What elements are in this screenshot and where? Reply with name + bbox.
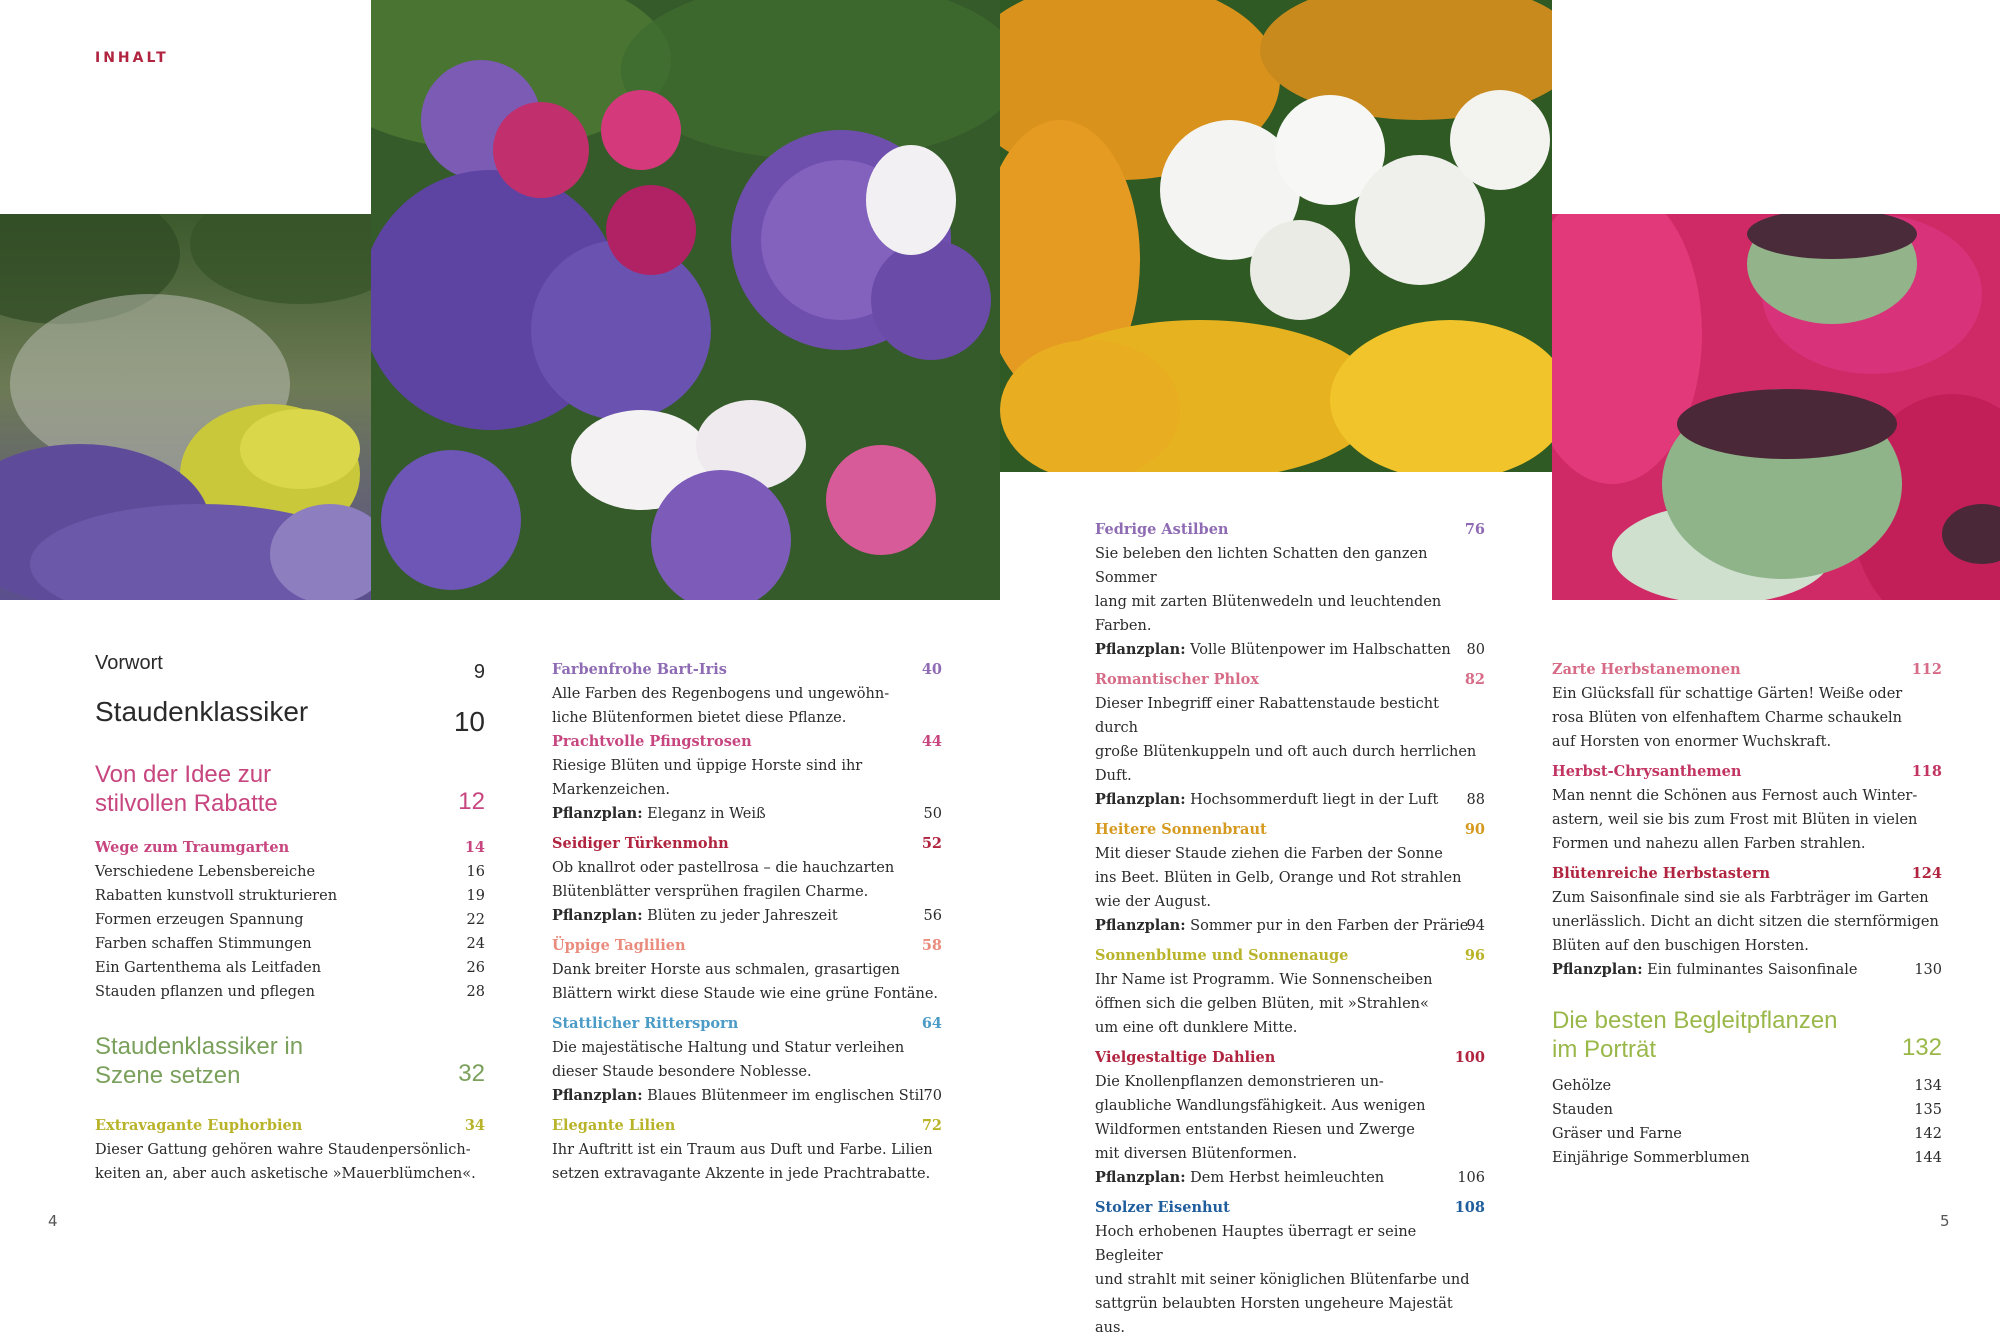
toc-section-begleitpflanzen[interactable] [1552, 1006, 1942, 1064]
toc-entry-dahlien[interactable] [1095, 1046, 1485, 1190]
gräser-und-lavendel-photo [0, 214, 371, 600]
subentry[interactable]: Formen erzeugen Spannung 22 [95, 912, 485, 928]
entry-description: Ihr Auftritt ist ein Traum aus Duft und Farbe. Lilien [552, 1142, 933, 1158]
entry-title: Üppige Taglilien 58 [552, 937, 942, 954]
entry-description: Blütenblätter versprühen fragilen Charme. [552, 884, 869, 900]
entry-title: Herbst-Chrysanthemen 118 [1552, 763, 1942, 780]
section-title-line1: Die besten Begleitpflanzen [1552, 1007, 1838, 1034]
entry-title: Romantischer Phlox 82 [1095, 671, 1485, 688]
toc-entry-wege[interactable] [95, 836, 485, 1004]
entry-title: Farbenfrohe Bart-Iris 40 [552, 661, 942, 678]
entry-description: lang mit zarten Blütenwedeln und leuchtenden Farben. [1095, 594, 1442, 634]
section-title-line2: im Porträt [1552, 1036, 1657, 1063]
entry-description: Die majestätische Haltung und Statur verleihen [552, 1040, 905, 1056]
pflanzplan-line[interactable]: Pflanzplan: Eleganz in Weiß 50 [552, 805, 942, 822]
toc-entry-taglilien[interactable] [552, 934, 942, 1006]
entry-description: Dieser Inbegriff einer Rabattenstaude besticht durch [1095, 696, 1439, 736]
entry-description: setzen extravagante Akzente in jede Prachtrabatte. [552, 1166, 931, 1182]
entry-description: und strahlt mit seiner königlichen Blütenfarbe und [1095, 1272, 1470, 1288]
toc-subentries-begleit [1552, 1074, 1942, 1170]
entry-description: keiten an, aber auch asketische »Mauerblümchen«. [95, 1166, 476, 1182]
section-page: 12 [458, 788, 485, 815]
toc-entry-eisenhut[interactable] [1095, 1196, 1485, 1340]
entry-description: dieser Staude besondere Noblesse. [552, 1064, 812, 1080]
mohnkapseln-photo [1552, 214, 2000, 600]
entry-description: Sie beleben den lichten Schatten den ganzen Sommer [1095, 546, 1428, 586]
toc-column-4 [1552, 658, 1942, 1170]
pflanzplan-line[interactable]: Pflanzplan: Ein fulminantes Saisonfinale 130 [1552, 961, 1942, 978]
entry-description: Ihr Name ist Programm. Wie Sonnenscheiben [1095, 972, 1433, 988]
toc-entry-tuerkenmohn[interactable] [552, 832, 942, 928]
entry-description: Mit dieser Staude ziehen die Farben der Sonne [1095, 846, 1443, 862]
toc-entry-herbstastern[interactable] [1552, 862, 1942, 982]
entry-description: Man nennt die Schönen aus Fernost auch Winter- [1552, 788, 1918, 804]
toc-entry-anemonen[interactable] [1552, 658, 1942, 754]
pflanzplan-line[interactable]: Pflanzplan: Blüten zu jeder Jahreszeit 56 [552, 907, 942, 924]
pflanzplan-line[interactable]: Pflanzplan: Volle Blütenpower im Halbschatten 80 [1095, 641, 1485, 658]
subentry[interactable]: Einjährige Sommerblumen 144 [1552, 1150, 1942, 1166]
toc-column-3 [1095, 518, 1485, 1340]
entry-description: Alle Farben des Regenbogens und ungewöhn- [552, 686, 890, 702]
subentry[interactable]: Ein Gartenthema als Leitfaden 26 [95, 960, 485, 976]
entry-title: Vielgestaltige Dahlien 100 [1095, 1049, 1485, 1066]
pflanzplan-line[interactable]: Pflanzplan: Blaues Blütenmeer im englischen Stil 70 [552, 1087, 942, 1104]
entry-title: Sonnenblume und Sonnenauge 96 [1095, 947, 1485, 964]
entry-description: Wildformen entstanden Riesen und Zwerge [1095, 1122, 1415, 1138]
toc-entry-phlox[interactable] [1095, 668, 1485, 812]
entry-description: öffnen sich die gelben Blüten, mit »Strahlen« [1095, 996, 1429, 1012]
toc-entry-iris[interactable] [552, 658, 942, 730]
entry-title: Wege zum Traumgarten 14 [95, 839, 485, 856]
toc-chapter-staudenklassiker[interactable] [95, 696, 485, 740]
toc-section-idee[interactable] [95, 760, 485, 818]
entry-description: astern, weil sie bis zum Frost mit Blüten in vielen [1552, 812, 1918, 828]
toc-entry-sonnenblume[interactable] [1095, 944, 1485, 1040]
entry-description: Blättern wirkt diese Staude wie eine grüne Fontäne. [552, 986, 939, 1002]
toc-entry-pfingstrosen[interactable] [552, 730, 942, 826]
entry-description: Zum Saisonfinale sind sie als Farbträger im Garten [1552, 890, 1929, 906]
entry-description: Blüten auf den buschigen Horsten. [1552, 938, 1809, 954]
toc-entry-vorwort[interactable] [95, 652, 485, 686]
entry-title: Elegante Lilien 72 [552, 1117, 942, 1134]
pflanzplan-line[interactable]: Pflanzplan: Dem Herbst heimleuchten 106 [1095, 1169, 1485, 1186]
subentry[interactable]: Verschiedene Lebensbereiche 16 [95, 864, 485, 880]
section-title-line1: Von der Idee zur [95, 761, 272, 788]
toc-column-2 [552, 658, 942, 1186]
section-label: INHALT [95, 50, 169, 66]
entry-description: Die Knollenpflanzen demonstrieren un- [1095, 1074, 1384, 1090]
dahlien-und-sonnenbraut-photo [1000, 0, 1552, 472]
entry-description: auf Horsten von enormer Wuchskraft. [1552, 734, 1832, 750]
subentry[interactable]: Gräser und Farne 142 [1552, 1126, 1942, 1142]
pflanzplan-line[interactable]: Pflanzplan: Hochsommerduft liegt in der Luft 88 [1095, 791, 1485, 808]
entry-description: Markenzeichen. [552, 782, 670, 798]
entry-description: Dank breiter Horste aus schmalen, grasartigen [552, 962, 900, 978]
entry-title: Fedrige Astilben 76 [1095, 521, 1485, 538]
subentry[interactable]: Stauden pflanzen und pflegen 28 [95, 984, 485, 1000]
pflanzplan-line[interactable]: Pflanzplan: Sommer pur in den Farben der Prärie 94 [1095, 917, 1485, 934]
toc-entry-lilien[interactable] [552, 1114, 942, 1186]
pfingstrosen-und-allium-photo [371, 0, 1000, 600]
page-number-left: 4 [48, 1212, 58, 1230]
page-number-right: 5 [1940, 1212, 1950, 1230]
toc-entry-chrysanthemen[interactable] [1552, 760, 1942, 856]
entry-title: Prachtvolle Pfingstrosen 44 [552, 733, 942, 750]
section-title-line2: stilvollen Rabatte [95, 790, 278, 817]
toc-column-1 [95, 652, 485, 1186]
subentry[interactable]: Farben schaffen Stimmungen 24 [95, 936, 485, 952]
subentry[interactable]: Stauden 135 [1552, 1102, 1942, 1118]
chapter-page: 10 [453, 706, 485, 737]
subentry[interactable]: Rabatten kunstvoll strukturieren 19 [95, 888, 485, 904]
chapter-title: Staudenklassiker [95, 696, 309, 727]
entry-description: liche Blütenformen bietet diese Pflanze. [552, 710, 847, 726]
entry-title: Stolzer Eisenhut 108 [1095, 1199, 1485, 1216]
entry-description: ins Beet. Blüten in Gelb, Orange und Rot strahlen [1095, 870, 1462, 886]
entry-description: um eine oft dunklere Mitte. [1095, 1020, 1298, 1036]
entry-description: Formen und nahezu allen Farben strahlen. [1552, 836, 1866, 852]
entry-title: Vorwort [95, 652, 163, 674]
entry-description: mit diversen Blütenformen. [1095, 1146, 1298, 1162]
entry-title: Stattlicher Rittersporn 64 [552, 1015, 942, 1032]
entry-title: Extravagante Euphorbien 34 [95, 1117, 485, 1134]
entry-title: Zarte Herbstanemonen 112 [1552, 661, 1942, 678]
section-page: 132 [1901, 1034, 1942, 1061]
entry-description: unerlässlich. Dicht an dicht sitzen die sternförmigen [1552, 914, 1939, 930]
section-title-line1: Staudenklassiker in [95, 1033, 304, 1060]
entry-description: Ob knallrot oder pastellrosa – die hauchzarten [552, 860, 895, 876]
entry-title: Blütenreiche Herbstastern 124 [1552, 865, 1942, 882]
subentry[interactable]: Gehölze 134 [1552, 1078, 1942, 1094]
entry-page: 9 [473, 661, 485, 683]
entry-title: Heitere Sonnenbraut 90 [1095, 821, 1485, 838]
section-page: 32 [458, 1060, 485, 1087]
toc-entry-sonnenbraut[interactable] [1095, 818, 1485, 938]
entry-description: wie der August. [1095, 894, 1211, 910]
toc-entry-euphorbien[interactable] [95, 1114, 485, 1186]
section-title-line2: Szene setzen [95, 1062, 241, 1089]
toc-entry-astilben[interactable] [1095, 518, 1485, 662]
entry-description: Dieser Gattung gehören wahre Staudenpersönlich- [95, 1142, 471, 1158]
entry-description: Hoch erhobenen Hauptes überragt er seine Begleiter [1095, 1224, 1417, 1264]
entry-description: große Blütenkuppeln und oft auch durch herrlichen Duft. [1095, 744, 1477, 784]
entry-description: Ein Glücksfall für schattige Gärten! Weiße oder [1552, 686, 1903, 702]
toc-entry-rittersporn[interactable] [552, 1012, 942, 1108]
entry-description: sattgrün belaubten Horsten ungeheure Majestät aus. [1095, 1296, 1453, 1336]
entry-description: Riesige Blüten und üppige Horste sind ihr [552, 758, 863, 774]
entry-description: glaubliche Wandlungsfähigkeit. Aus wenigen [1095, 1098, 1426, 1114]
toc-section-szene[interactable] [95, 1032, 485, 1090]
entry-title: Seidiger Türkenmohn 52 [552, 835, 942, 852]
entry-description: rosa Blüten von elfenhaftem Charme schaukeln [1552, 710, 1903, 726]
